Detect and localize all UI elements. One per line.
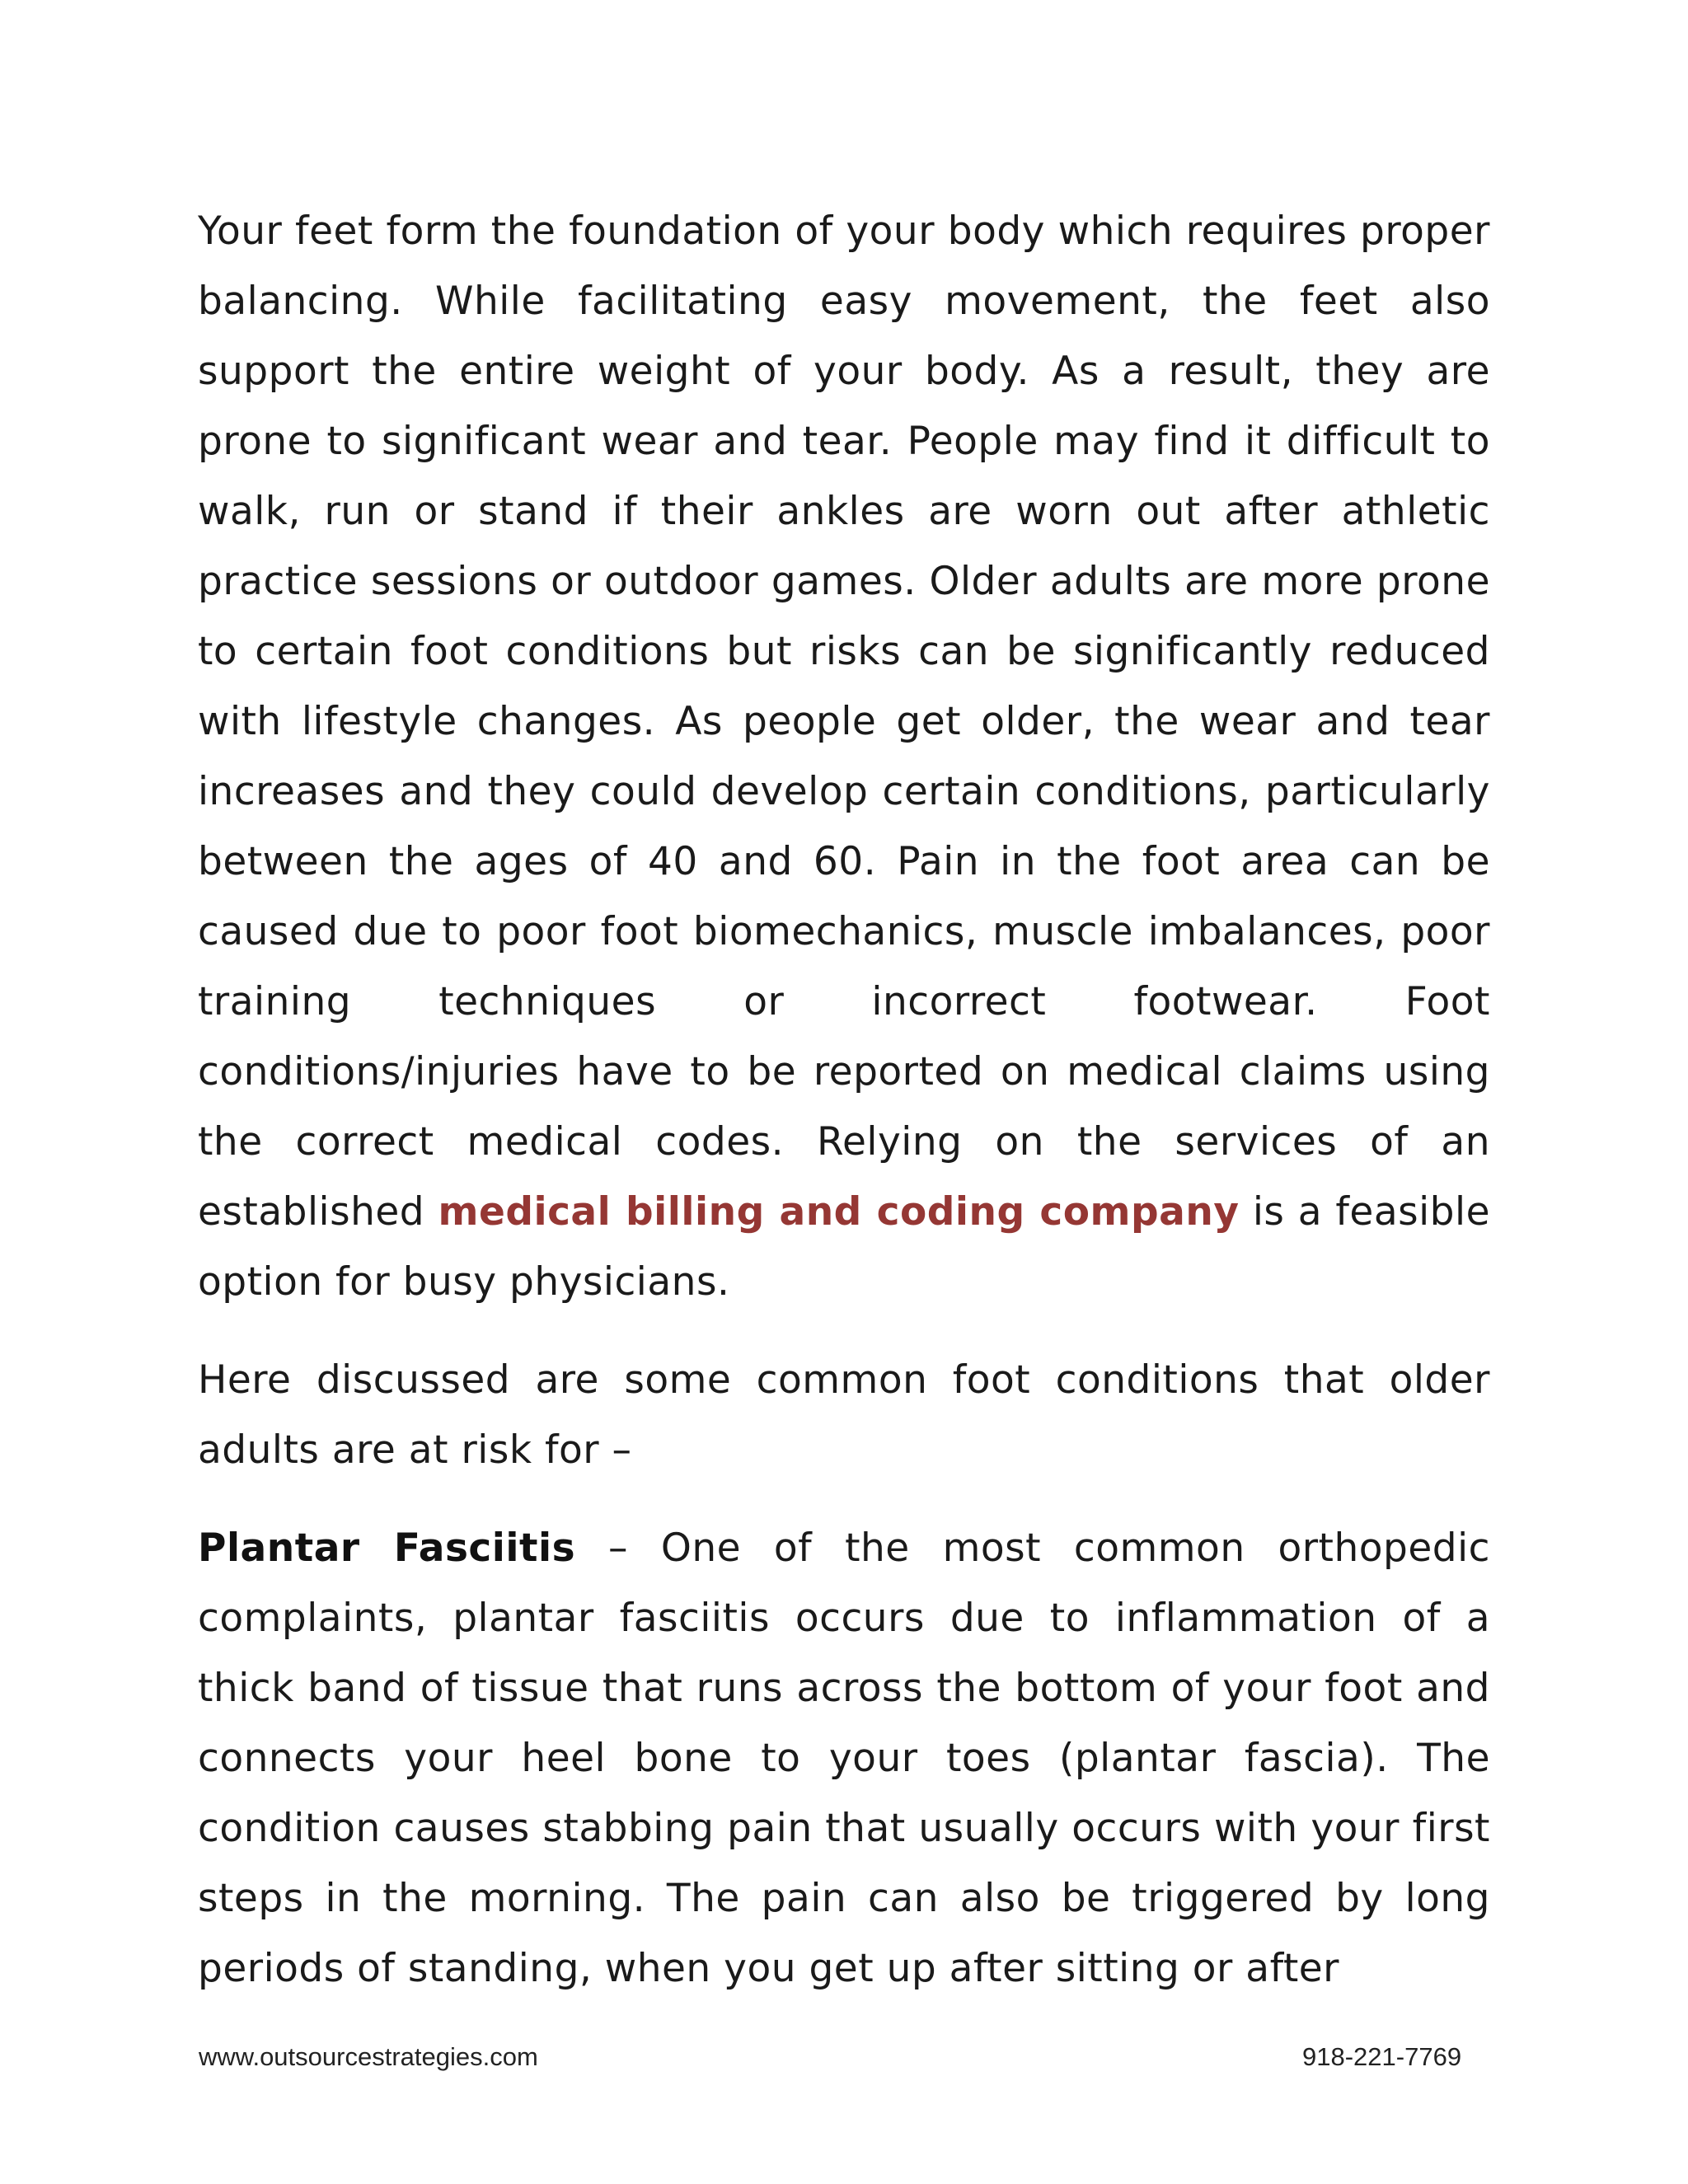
plantar-fasciitis-text: – One of the most common orthopedic complaints, plantar fasciitis occurs due to inflammation of a thick band of tissue that runs across the bottom of your foot and connects your heel bone to your toes (plantar fascia). The condition causes stabbing pain that usually occurs with your first steps in the morning. The pain can also be triggered by long periods of standing, when you get up after sitting or after xyxy=(198,1526,1491,1991)
footer-website: www.outsourcestrategies.com xyxy=(199,2042,538,2071)
intro-paragraph xyxy=(198,196,1490,1317)
intro-text-end: is a feasible option for busy physicians. xyxy=(198,1189,1490,1305)
intro-text: Your feet form the foundation of your body which requires proper balancing. While facilitating easy movement, the feet also support the entire weight of your body. As a result, they are prone to significant wear and tear. People may find it difficult to walk, run or stand if their ankles are worn out after athletic practice sessions or outdoor games. Older adults are more prone to certain foot conditions but risks can be significantly reduced with lifestyle changes. As people get older, the wear and tear increases and they could develop certain conditions, particularly between the ages of 40 and 60. Pain in the foot area can be caused due to poor foot biomechanics, muscle imbalances, poor training techniques or incorrect footwear. Foot conditions/injuries have to be reported on medical claims using the correct medical codes. Relying on the services of an established xyxy=(198,209,1490,1235)
medical-billing-link[interactable]: medical billing and coding company xyxy=(438,1189,1240,1235)
plantar-fasciitis-paragraph xyxy=(198,1513,1490,2004)
conditions-intro-text: Here discussed are some common foot conditions that older adults are at risk for – xyxy=(198,1357,1490,1473)
footer-phone: 918-221-7769 xyxy=(1302,2042,1462,2071)
plantar-fasciitis-heading: Plantar Fasciitis xyxy=(198,1526,576,1571)
conditions-intro-paragraph xyxy=(198,1345,1490,1485)
article-body xyxy=(198,196,1490,2004)
